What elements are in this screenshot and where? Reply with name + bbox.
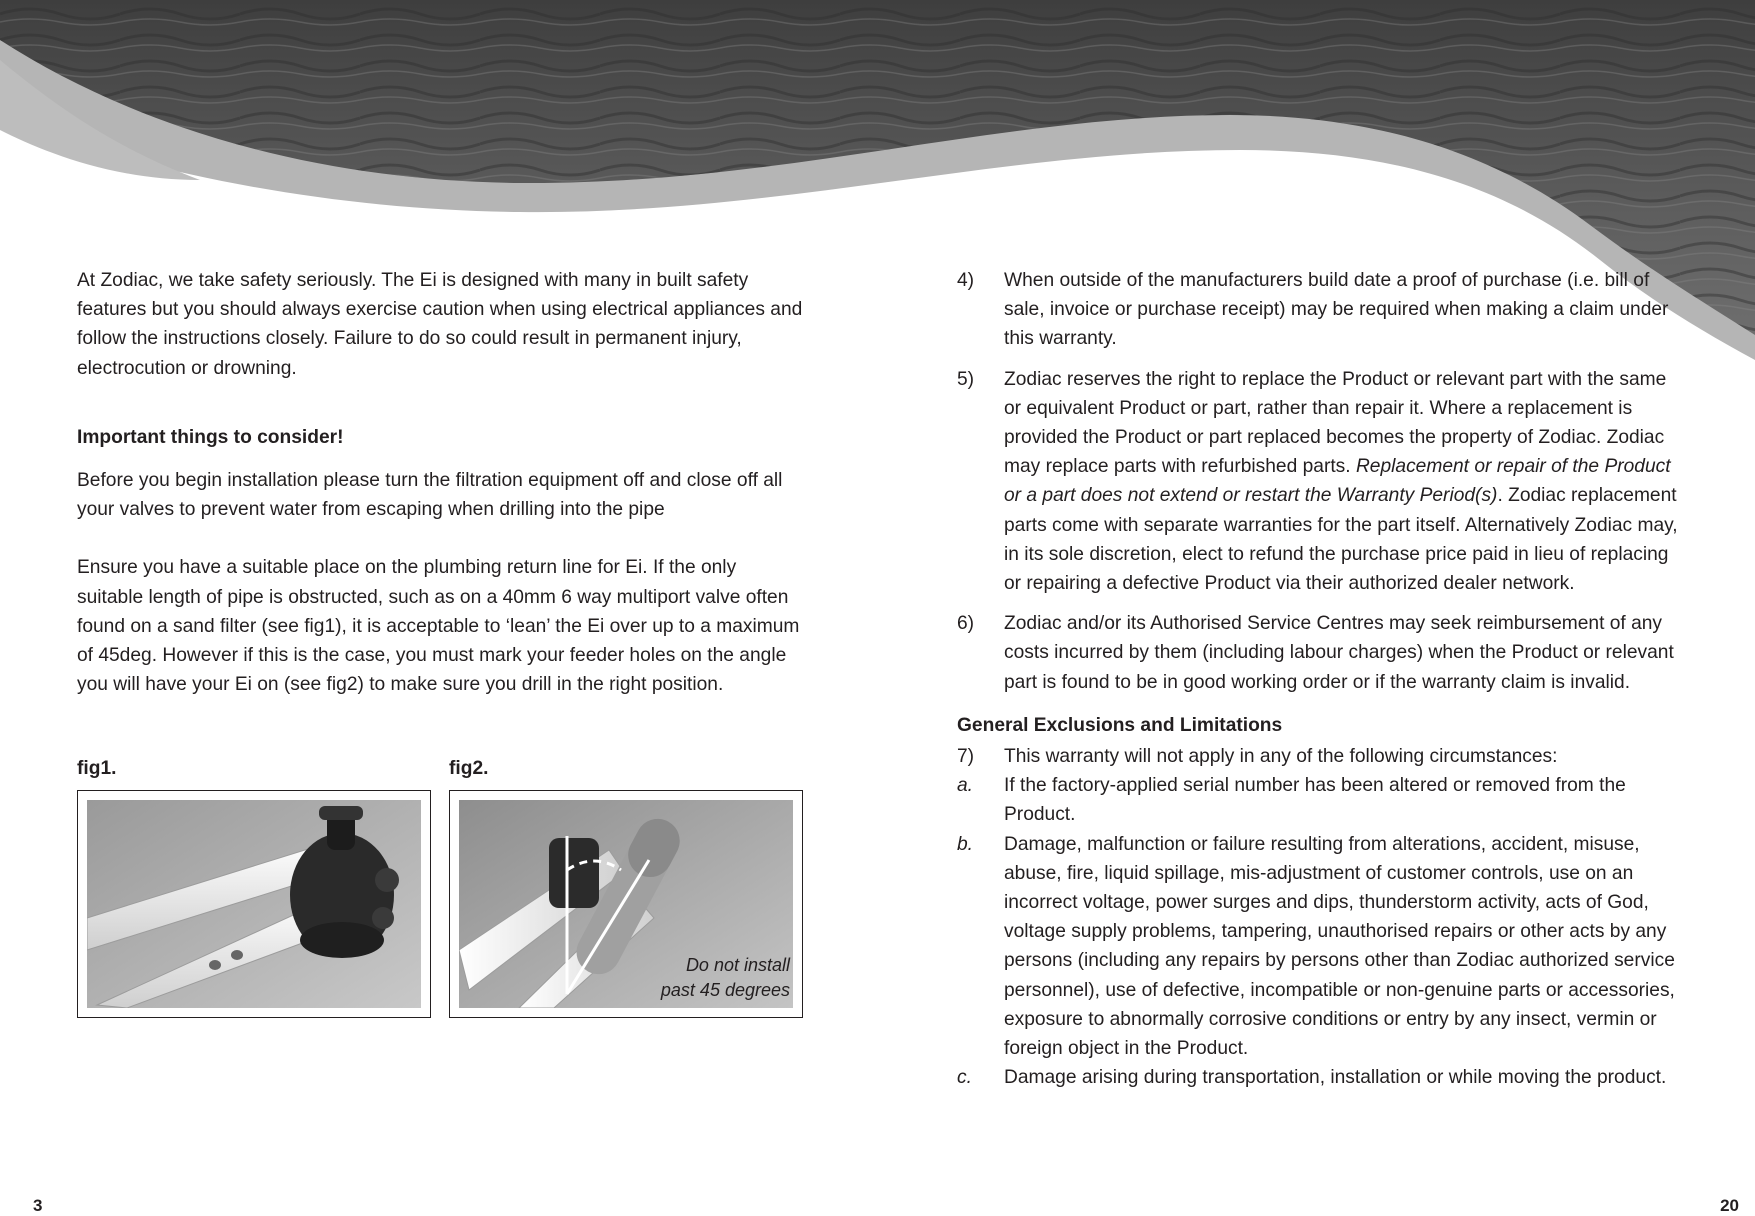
- list-item: [957, 742, 1687, 771]
- list-marker: b.: [957, 833, 974, 855]
- fig1-frame: [77, 790, 431, 1018]
- list-text: [1004, 365, 1687, 599]
- ensure-paragraph: Ensure you have a suitable place on the plumbing return line for Ei. If the only suitable length of pipe is obstructed, such as on a 40mm 6 way multiport valve often found on a sand filter (see fig1), it is acceptable to ‘lean’ the Ei over up to a maximum of 45deg. However if this is the case, you must mark your feeder holes on the angle you will have your Ei on (see fig2) to make sure you drill in the right position.: [77, 557, 800, 696]
- list-item: [957, 365, 1687, 599]
- before-paragraph: Before you begin installation please turn the filtration equipment off and close off all your valves to prevent water from escaping when drilling into the pipe: [77, 470, 783, 521]
- list-marker: 4): [957, 270, 975, 291]
- list-text: Damage arising during transportation, installation or while moving the product.: [1004, 1067, 1667, 1089]
- exclusions-heading: General Exclusions and Limitations: [957, 714, 1283, 736]
- list-marker: c.: [957, 1067, 972, 1089]
- list-item: [957, 830, 1687, 1064]
- right-page-content: [957, 266, 1687, 1092]
- list-marker: 5): [957, 368, 975, 390]
- list-marker: a.: [957, 775, 974, 797]
- fig2-caption: [661, 953, 790, 1003]
- exclusions-list: [957, 742, 1687, 1092]
- list-text: This warranty will not apply in any of the following circumstances:: [1004, 746, 1558, 768]
- fig2-caption-line2: past 45 degrees: [660, 980, 790, 1000]
- fig1-photo-multiport-valve: [87, 800, 421, 1008]
- list-item: [957, 1063, 1687, 1092]
- list-item: [957, 266, 1687, 354]
- fig2-label: fig2.: [449, 758, 489, 779]
- important-heading: Important things to consider!: [77, 426, 344, 448]
- left-page-content: [77, 266, 807, 699]
- list-marker: 7): [957, 746, 975, 768]
- list-text-part: Zodiac reserves the right to replace the Product or relevant part with the same or equivalent Product or part, rather than repair it. Where a replacement is provided the Product or part replaced becomes the property of Zodiac. Zodiac may replace parts with refurbished parts.: [1004, 368, 1667, 478]
- warranty-list: [957, 266, 1687, 697]
- list-text-italic: Replacement or repair of the Product or a part does not extend or restart the Warranty Period(s): [1004, 456, 1671, 507]
- fig2-caption-line1: Do not install: [685, 955, 790, 975]
- list-item: [957, 771, 1687, 829]
- fig2-frame: [449, 790, 803, 1018]
- intro-paragraph: At Zodiac, we take safety seriously. The Ei is designed with many in built safety features but you should always exercise caution when using electrical appliances and follow the instructions closely. Failure to do so could result in permanent injury, electrocution or drowning.: [77, 270, 803, 379]
- list-text: Damage, malfunction or failure resulting from alterations, accident, misuse, abuse, fire, liquid spillage, mis-adjustment of customer controls, use on an incorrect voltage, power surges and dips, thunderstorm activity, acts of God, voltage supply problems, tampering, unauthorised repairs or other acts by any persons (including any repairs by persons other than Zodiac authorized service personnel), use of defective, incompatible or non-genuine parts or accessories, exposure to abnormally corrosive conditions or entry by any insect, vermin or foreign object in the Product.: [1004, 833, 1675, 1060]
- list-text-part: . Zodiac replacement parts come with separate warranties for the part itself. Alternatively Zodiac may, in its sole discretion, elect to refund the purchase price paid in lieu of replacing or repairing a defective Product via their authorized dealer network.: [1004, 485, 1678, 595]
- list-text: Zodiac and/or its Authorised Service Centres may seek reimbursement of any costs incurred by them (including labour charges) when the Product or relevant part is found to be in good working order or if the warranty claim is invalid.: [1004, 613, 1674, 693]
- list-item: [957, 609, 1687, 697]
- list-text: If the factory-applied serial number has been altered or removed from the Product.: [1004, 775, 1626, 826]
- fig1-label: fig1.: [77, 758, 117, 779]
- list-marker: 6): [957, 613, 975, 635]
- page-number-left: 3: [33, 1196, 43, 1215]
- page-number-right: 20: [1720, 1196, 1739, 1215]
- list-text: When outside of the manufacturers build date a proof of purchase (i.e. bill of sale, invoice or purchase receipt) may be required when making a claim under this warranty.: [1004, 270, 1669, 350]
